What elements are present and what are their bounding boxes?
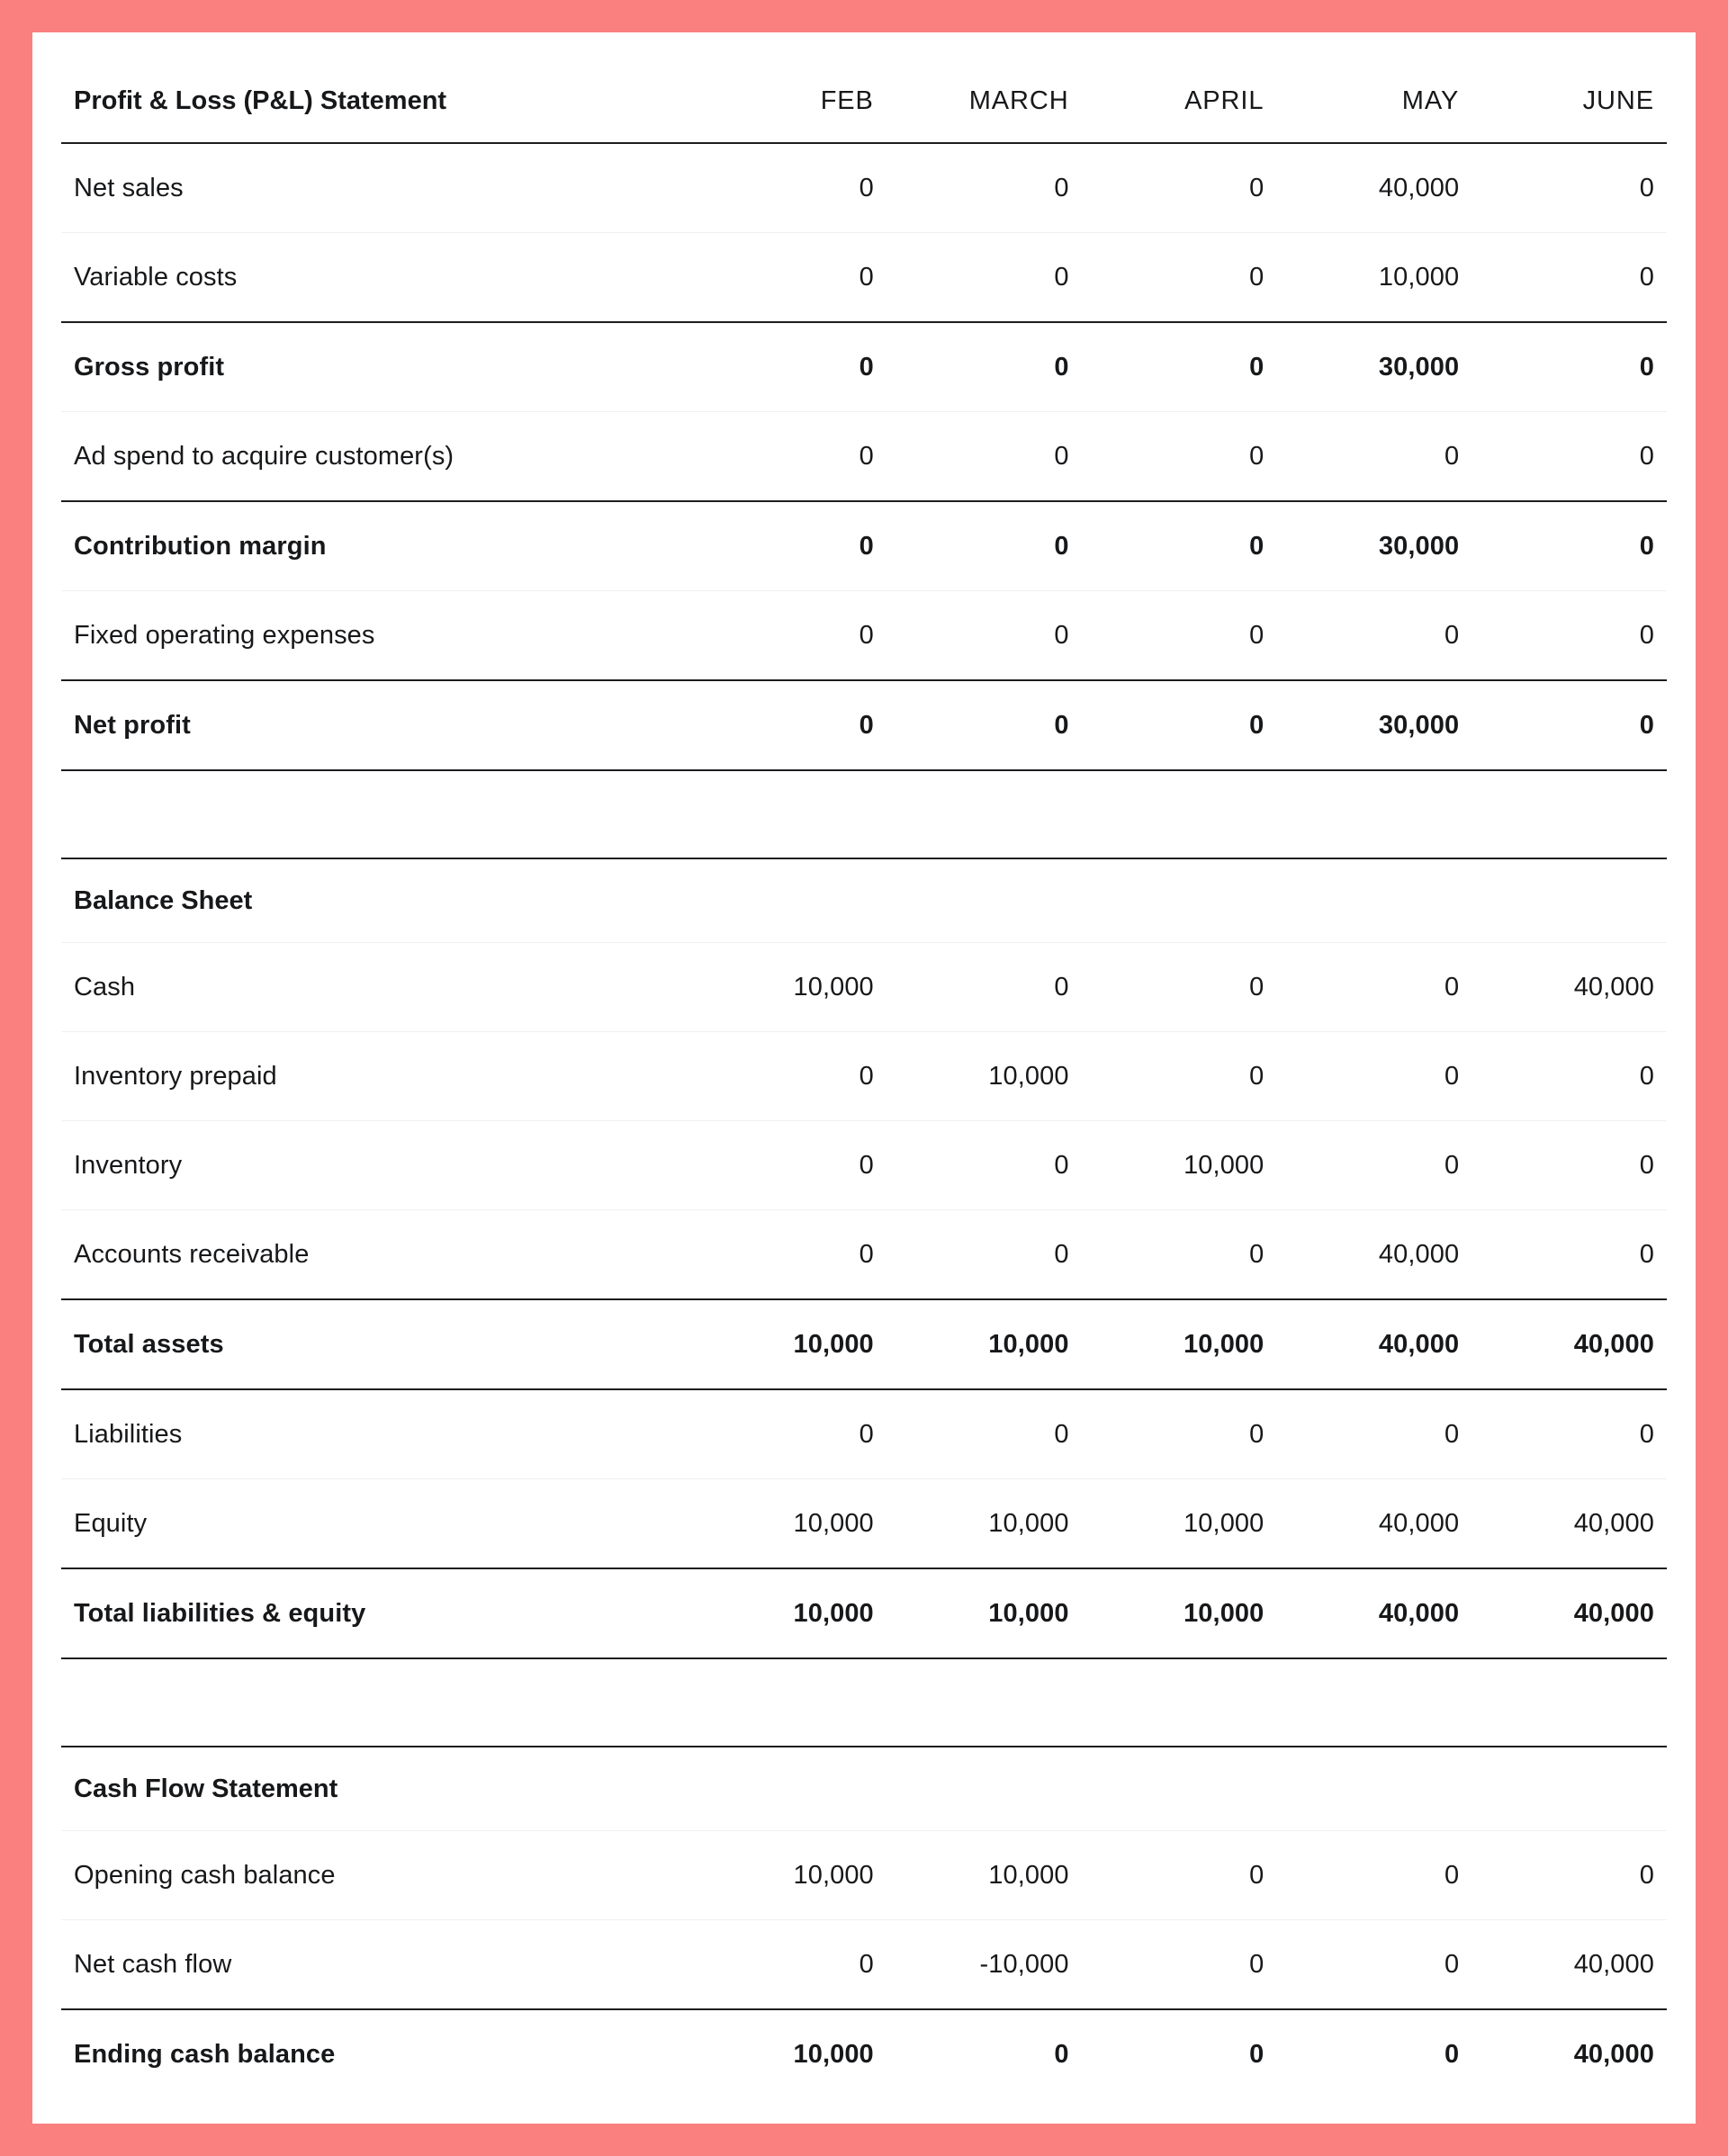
cell-feb: 0 xyxy=(691,501,886,591)
cell-june: 40,000 xyxy=(1472,943,1667,1032)
cell-april: 0 xyxy=(1082,591,1277,681)
row-label: Inventory xyxy=(61,1121,691,1210)
cell-feb: 0 xyxy=(691,1210,886,1300)
cell-may: 30,000 xyxy=(1276,680,1472,770)
section-title-empty-cell xyxy=(1276,858,1472,943)
cell-may: 0 xyxy=(1276,591,1472,681)
cell-june: 0 xyxy=(1472,412,1667,502)
table-row xyxy=(61,2009,1667,2098)
column-header-april: APRIL xyxy=(1184,85,1264,115)
row-label: Total assets xyxy=(61,1299,691,1389)
section-spacer xyxy=(61,770,1667,858)
table-row xyxy=(61,680,1667,770)
cell-june: 0 xyxy=(1472,1032,1667,1121)
section-title: Balance Sheet xyxy=(61,858,691,943)
table-row xyxy=(61,501,1667,591)
column-header-march: MARCH xyxy=(968,85,1069,115)
cell-march: 10,000 xyxy=(886,1568,1082,1658)
cell-april: 0 xyxy=(1082,1210,1277,1300)
row-label: Fixed operating expenses xyxy=(61,591,691,681)
cell-march: 0 xyxy=(886,1210,1082,1300)
cell-may: 0 xyxy=(1276,1389,1472,1479)
row-label: Liabilities xyxy=(61,1389,691,1479)
cell-march: 0 xyxy=(886,1121,1082,1210)
section-title-row xyxy=(61,1747,1667,1831)
cell-march: 0 xyxy=(886,501,1082,591)
cell-june: 0 xyxy=(1472,1389,1667,1479)
table-row xyxy=(61,322,1667,412)
cell-may: 0 xyxy=(1276,412,1472,502)
cell-april: 0 xyxy=(1082,322,1277,412)
cell-may: 0 xyxy=(1276,1831,1472,1920)
row-label: Accounts receivable xyxy=(61,1210,691,1300)
cell-april: 10,000 xyxy=(1082,1479,1277,1569)
cell-feb: 10,000 xyxy=(691,943,886,1032)
cell-feb: 10,000 xyxy=(691,1831,886,1920)
cell-march: 0 xyxy=(886,591,1082,681)
row-label: Net cash flow xyxy=(61,1920,691,2010)
table-row xyxy=(61,1568,1667,1658)
cell-may: 40,000 xyxy=(1276,143,1472,233)
section-title-empty-cell xyxy=(1276,1747,1472,1831)
cell-feb: 0 xyxy=(691,143,886,233)
cell-april: 10,000 xyxy=(1082,1299,1277,1389)
cell-may: 40,000 xyxy=(1276,1479,1472,1569)
cell-feb: 0 xyxy=(691,1920,886,2010)
cell-june: 0 xyxy=(1472,1121,1667,1210)
cell-june: 0 xyxy=(1472,322,1667,412)
cell-march: 0 xyxy=(886,943,1082,1032)
cell-march: 0 xyxy=(886,233,1082,323)
cell-may: 0 xyxy=(1276,1920,1472,2010)
cell-may: 0 xyxy=(1276,1121,1472,1210)
table-row xyxy=(61,1121,1667,1210)
cell-march: 0 xyxy=(886,2009,1082,2098)
section-title-empty-cell xyxy=(691,858,886,943)
cell-april: 10,000 xyxy=(1082,1568,1277,1658)
cell-feb: 0 xyxy=(691,322,886,412)
cell-feb: 0 xyxy=(691,412,886,502)
cell-june: 0 xyxy=(1472,1210,1667,1300)
column-header-may: MAY xyxy=(1401,85,1460,115)
cell-march: 0 xyxy=(886,680,1082,770)
cell-may: 10,000 xyxy=(1276,233,1472,323)
cell-feb: 10,000 xyxy=(691,1299,886,1389)
table-row xyxy=(61,1389,1667,1479)
cell-june: 0 xyxy=(1472,1831,1667,1920)
cell-april: 0 xyxy=(1082,233,1277,323)
cell-feb: 0 xyxy=(691,1389,886,1479)
column-header-feb: FEB xyxy=(820,85,874,115)
row-label: Ending cash balance xyxy=(61,2009,691,2098)
table-row xyxy=(61,943,1667,1032)
cell-june: 0 xyxy=(1472,143,1667,233)
cell-june: 0 xyxy=(1472,680,1667,770)
cell-april: 0 xyxy=(1082,412,1277,502)
section-title-empty-cell xyxy=(886,858,1082,943)
cell-feb: 0 xyxy=(691,1121,886,1210)
section-spacer-cell xyxy=(61,770,1667,858)
cell-june: 40,000 xyxy=(1472,1920,1667,2010)
cell-feb: 0 xyxy=(691,1032,886,1121)
row-label: Contribution margin xyxy=(61,501,691,591)
cell-june: 40,000 xyxy=(1472,1568,1667,1658)
cell-may: 0 xyxy=(1276,943,1472,1032)
table-row xyxy=(61,1831,1667,1920)
cell-march: 0 xyxy=(886,1389,1082,1479)
cell-april: 0 xyxy=(1082,143,1277,233)
row-label: Net sales xyxy=(61,143,691,233)
financial-statements-table xyxy=(61,59,1667,2098)
cell-feb: 0 xyxy=(691,680,886,770)
row-label: Inventory prepaid xyxy=(61,1032,691,1121)
section-title-empty-cell xyxy=(691,1747,886,1831)
table-row xyxy=(61,412,1667,502)
table-row xyxy=(61,591,1667,681)
table-row xyxy=(61,1032,1667,1121)
statement-card xyxy=(32,32,1696,2124)
table-header-row xyxy=(61,59,1667,143)
cell-feb: 0 xyxy=(691,591,886,681)
row-label: Cash xyxy=(61,943,691,1032)
cell-feb: 10,000 xyxy=(691,1568,886,1658)
row-label: Ad spend to acquire customer(s) xyxy=(61,412,691,502)
table-row xyxy=(61,1479,1667,1569)
section-title: Cash Flow Statement xyxy=(61,1747,691,1831)
section-title-empty-cell xyxy=(1082,858,1277,943)
cell-may: 30,000 xyxy=(1276,322,1472,412)
cell-june: 40,000 xyxy=(1472,1479,1667,1569)
cell-april: 10,000 xyxy=(1082,1121,1277,1210)
cell-march: 0 xyxy=(886,412,1082,502)
section-spacer xyxy=(61,1658,1667,1747)
cell-may: 40,000 xyxy=(1276,1210,1472,1300)
table-row xyxy=(61,143,1667,233)
cell-may: 0 xyxy=(1276,1032,1472,1121)
table-row xyxy=(61,233,1667,323)
row-label: Variable costs xyxy=(61,233,691,323)
row-label: Net profit xyxy=(61,680,691,770)
page-title: Profit & Loss (P&L) Statement xyxy=(74,85,447,115)
row-label: Gross profit xyxy=(61,322,691,412)
cell-june: 0 xyxy=(1472,501,1667,591)
cell-march: 0 xyxy=(886,143,1082,233)
cell-may: 30,000 xyxy=(1276,501,1472,591)
section-title-empty-cell xyxy=(1472,858,1667,943)
cell-june: 40,000 xyxy=(1472,2009,1667,2098)
cell-march: 0 xyxy=(886,322,1082,412)
cell-april: 0 xyxy=(1082,501,1277,591)
cell-may: 0 xyxy=(1276,2009,1472,2098)
row-label: Total liabilities & equity xyxy=(61,1568,691,1658)
table-body xyxy=(61,59,1667,2098)
cell-march: 10,000 xyxy=(886,1831,1082,1920)
cell-may: 40,000 xyxy=(1276,1299,1472,1389)
cell-june: 40,000 xyxy=(1472,1299,1667,1389)
table-row xyxy=(61,1210,1667,1300)
cell-april: 0 xyxy=(1082,943,1277,1032)
cell-april: 0 xyxy=(1082,1831,1277,1920)
cell-april: 0 xyxy=(1082,1389,1277,1479)
cell-june: 0 xyxy=(1472,591,1667,681)
cell-feb: 0 xyxy=(691,233,886,323)
cell-april: 0 xyxy=(1082,2009,1277,2098)
section-title-empty-cell xyxy=(1472,1747,1667,1831)
cell-april: 0 xyxy=(1082,1032,1277,1121)
cell-june: 0 xyxy=(1472,233,1667,323)
cell-march: 10,000 xyxy=(886,1032,1082,1121)
cell-april: 0 xyxy=(1082,680,1277,770)
column-header-june: JUNE xyxy=(1582,85,1654,115)
cell-feb: 10,000 xyxy=(691,2009,886,2098)
financial-statements-sheet xyxy=(61,59,1667,2098)
section-title-empty-cell xyxy=(1082,1747,1277,1831)
cell-feb: 10,000 xyxy=(691,1479,886,1569)
row-label: Equity xyxy=(61,1479,691,1569)
cell-march: 10,000 xyxy=(886,1299,1082,1389)
table-row xyxy=(61,1299,1667,1389)
table-row xyxy=(61,1920,1667,2010)
cell-march: 10,000 xyxy=(886,1479,1082,1569)
section-title-empty-cell xyxy=(886,1747,1082,1831)
section-spacer-cell xyxy=(61,1658,1667,1747)
cell-april: 0 xyxy=(1082,1920,1277,2010)
section-title-row xyxy=(61,858,1667,943)
row-label: Opening cash balance xyxy=(61,1831,691,1920)
cell-may: 40,000 xyxy=(1276,1568,1472,1658)
cell-march: -10,000 xyxy=(886,1920,1082,2010)
